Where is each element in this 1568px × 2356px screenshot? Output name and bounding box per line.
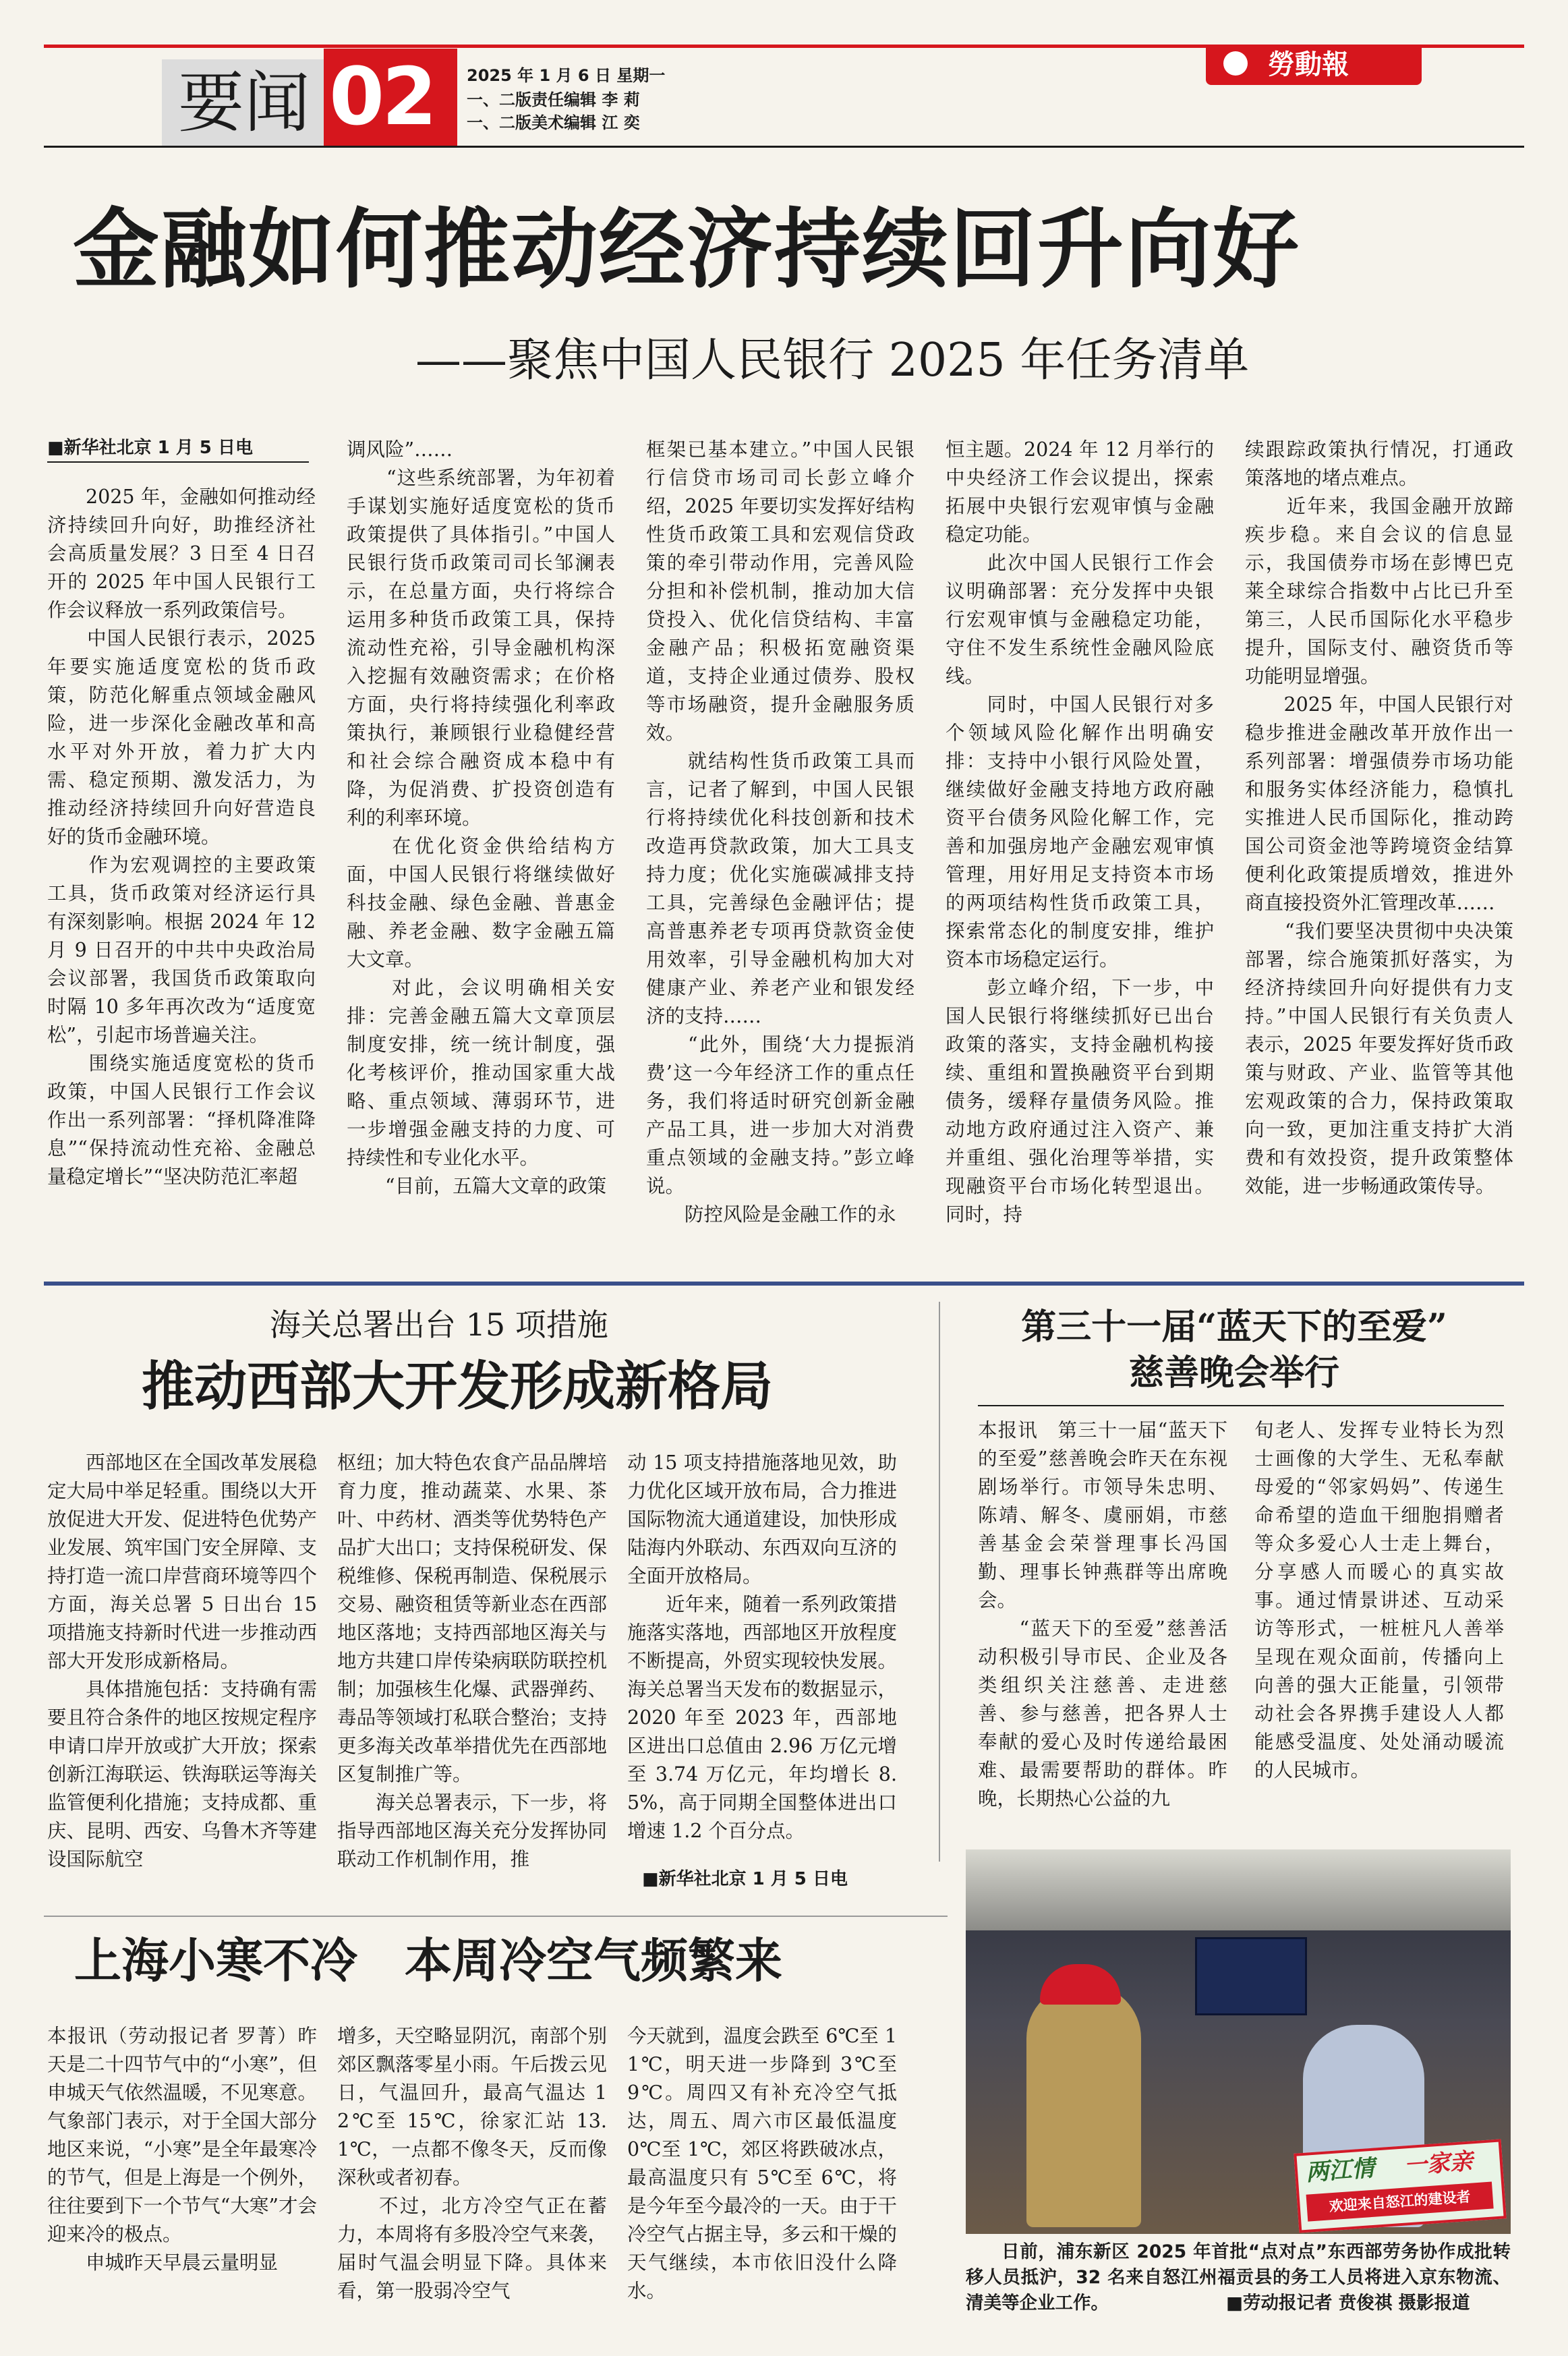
lead-headline: 金融如何推动经济持续回升向好 (73, 199, 1301, 300)
customs-column-1: 西部地区在全国改革发展稳定大局中举足轻重。围绕以大开放促进大开发、促进特色优势产业发展、筑牢国门安全屏障、支持打造一流口岸营商环境等四个方面，海关总署 5 日出台 15 项措施支持新时代进一步推动西部大开发形成新格局。 具体措施包括：支持确有需要且符合条件的地区按规定程序申请口岸开放或扩大开放；探索创新江海联运、铁海联运等海关监管便利化措施；支持成都、重庆、昆明、西安、乌鲁木齐等建设国际航空 (47, 1452, 317, 1870)
charity-column-2: 旬老人、发挥专业特长为烈士画像的大学生、无私奉献母爱的“邻家妈妈”、传递生命希望的造血干细胞捐赠者等众多爱心人士走上舞台，分享感人而暖心的真实故事。通过情景讲述、互动采访等形式，一桩桩凡人善举呈现在观众面前，传播向上向善的强大正能量，引领带动社会各界携手建设人人都能感受温度、处处涌动暖流的人民城市。 (1254, 1419, 1504, 1781)
departure-board (1195, 1937, 1307, 2015)
section-label-box (162, 59, 324, 146)
news-photo (966, 1849, 1511, 2234)
art-editor-credit: 一、二版美术编辑 江 奕 (467, 113, 640, 132)
customs-column-2: 枢纽；加大特色农食产品品牌培育力度，推动蔬菜、水果、茶叶、中药材、酒类等优势特色产品扩大出口；支持保税研发、保税维修、保税再制造、保税展示交易、融资租赁等新业态在西部地区落地；支持西部地区海关与地方共建口岸传染病联防联控机制；加强核生化爆、武器弹药、毒品等领域打私联合整治；支持更多海关改革举措优先在西部地区复制推广等。 海关总署表示，下一步，将指导西部地区海关充分发挥协同联动工作机制作用，推 (337, 1452, 607, 1870)
customs-kicker: 海关总署出台 15 项措施 (270, 1306, 608, 1343)
paper-logo (1206, 45, 1422, 85)
lead-subheadline: ——聚焦中国人民银行 2025 年任务清单 (415, 334, 1250, 387)
welcome-banner (1294, 2139, 1506, 2233)
weather-headline: 上海小寒不冷 本周冷空气频繁来 (74, 1932, 782, 1988)
weather-column-1: 本报讯（劳动报记者 罗菁）昨天是二十四节气中的“小寒”，但申城天气依然温暖，不见寒意。气象部门表示，对于全国大部分地区来说，“小寒”是全年最寒冷的节气，但是上海是一个例外，往往要到下一个节气“大寒”才会迎来冷的极点。 申城昨天早晨云量明显 (47, 2025, 317, 2274)
charity-column-1: 本报讯 第三十一届“蓝天下的至爱”慈善晚会昨天在东视剧场举行。市领导朱忠明、陈靖、解冬、虞丽娟，市慈善基金会荣誉理事长冯国勤、理事长钟燕群等出席晚会。 “蓝天下的至爱”慈善活动积极引导市民、企业及各类组织关注慈善、走进慈善、参与慈善，把各界人士奉献的爱心及时传递给最困难、最需要帮助的群体。昨晚，长期热心公益的九 (978, 1419, 1227, 1810)
photo-caption-text: 日前，浦东新区 2025 年首批“点对点”东西部劳务协作成批转移人员抵沪，32 名来自怒江州福贡县的务工人员将进入京东物流、清美等企业工作。 (966, 2241, 1511, 2314)
worker-figure-left (1026, 1984, 1141, 2227)
weather-column-2: 增多，天空略显阴沉，南部个别郊区飘落零星小雨。午后拨云见日，气温回升，最高气温达 12℃至 15℃，徐家汇站 13.1℃，一点都不像冬天，反而像深秋或者初春。 不过，北方冷空气正在蓄力，本周将有多股冷空气来袭，届时气温会明显下降。具体来看，第一股弱冷空气 (337, 2025, 607, 2302)
paper-name: 勞動報 (1268, 49, 1349, 80)
charity-title-rule (978, 1405, 1504, 1406)
customs-dateline: ■新华社北京 1 月 5 日电 (642, 1869, 848, 1889)
charity-headline-line2: 慈善晚会举行 (1128, 1352, 1339, 1394)
lead-column-3: 框架已基本建立。”中国人民银行信贷市场司司长彭立峰介绍，2025 年要切实发挥好结构性货币政策工具和宏观信贷政策的牵引带动作用，完善风险分担和补偿机制，推动加大信贷投入、优化信贷结构、丰富金融产品；积极拓宽融资渠道，支持企业通过债券、股权等市场融资，提升金融服务质效。 就结构性货币政策工具而言，记者了解到，中国人民银行将持续优化科技创新和技术改造再贷款政策，加大工具支持力度；优化实施碳减排支持工具，完善绿色金融评估；提高普惠养老专项再贷款资金使用效率，引导金融机构加大对健康产业、养老产业和银发经济的支持…… “此外，围绕‘大力提振消费’这一今年经济工作的重点任务，我们将适时研究创新金融产品工具，进一步加大对消费重点领域的金融支持。”彭立峰说。 防控风险是金融工作的永 (646, 438, 914, 1226)
lead-column-2: 调风险”…… “这些系统部署，为年初着手谋划实施好适度宽松的货币政策提供了具体指引。”中国人民银行货币政策司司长邹澜表示，在总量方面，央行将综合运用多种货币政策工具，保持流动性充裕，引导金融机构深入挖掘有效融资需求；在价格方面，央行将持续强化利率政策执行，兼顾银行业稳健经营和社会综合融资成本稳中有降，为促消费、扩投资创造有利的利率环境。 在优化资金供给结构方面，中国人民银行将继续做好科技金融、绿色金融、普惠金融、养老金融、数字金融五篇大文章。 对此，会议明确相关安排：完善金融五篇大文章顶层制度安排，统一统计制度，强化考核评价，推动国家重大战略、重点领域、薄弱环节，进一步增强金融支持的力度、可持续性和专业化水平。 “目前，五篇大文章的政策 (347, 438, 615, 1197)
banner-text-2: 一家亲 (1403, 2148, 1474, 2180)
banner-text-3: 欢迎来自怒江的建设者 (1306, 2182, 1494, 2222)
logo-mark-icon (1223, 51, 1248, 76)
customs-headline: 推动西部大开发形成新格局 (142, 1356, 774, 1417)
issue-date: 2025 年 1 月 6 日 星期一 (467, 66, 666, 85)
banner-text-1: 两江情 (1304, 2154, 1376, 2187)
lead-column-4: 恒主题。2024 年 12 月举行的中央经济工作会议提出，探索拓展中央银行宏观审慎与金融稳定功能。 此次中国人民银行工作会议明确部署：充分发挥中央银行宏观审慎与金融稳定功能，守住不发生系统性金融风险底线。 同时，中国人民银行对多个领域风险化解作出明确安排：支持中小银行风险处置，继续做好金融支持地方政府融资平台债务风险化解工作，完善和加强房地产金融宏观审慎管理，用好用足支持资本市场的两项结构性货币政策工具，探索常态化的制度安排，维护资本市场稳定运行。 彭立峰介绍，下一步，中国人民银行将继续抓好已出台政策的落实，支持金融机构接续、重组和置换融资平台到期债务，缓释存量债务风险。推动地方政府通过注入资产、兼并重组、强化治理等举措，实现融资平台市场化转型退出。同时，持 (946, 438, 1214, 1226)
lead-column-5: 续跟踪政策执行情况，打通政策落地的堵点难点。 近年来，我国金融开放蹄疾步稳。来自会议的信息显示，我国债券市场在彭博巴克莱全球综合指数中占比已升至第三，人民币国际化水平稳步提升，国际支付、融资货币等功能明显增强。 2025 年，中国人民银行对稳步推进金融改革开放作出一系列部署：增强债券市场功能和服务实体经济能力，稳慎扎实推进人民币国际化，推动跨国公司资金池等跨境资金结算便利化政策提质增效，推进外商直接投资外汇管理改革…… “我们要坚决贯彻中央决策部署，综合施策抓好落实，为经济持续回升向好提供有力支持。”中国人民银行有关负责人表示，2025 年要发挥好货币政策与财政、产业、监管等其他宏观政策的合力，保持政策取向一致，更加注重支持扩大消费和有效投资，提升政策整体效能，进一步畅通政策传导。 (1245, 438, 1513, 1197)
photo-ceiling (966, 1849, 1511, 1930)
lead-dateline: ■新华社北京 1 月 5 日电 (47, 438, 253, 458)
charity-headline-line1: 第三十一届“蓝天下的至爱” (1021, 1306, 1447, 1348)
lead-column-1: 2025 年，金融如何推动经济持续回升向好，助推经济社会高质量发展？3 日至 4 日召开的 2025 年中国人民银行工作会议释放一系列政策信号。 中国人民银行表示，2025 年要实施适度宽松的货币政策，防范化解重点领域金融风险，进一步深化金融改革和高水平对外开放，着力扩大内需、稳定预期、激发活力，为推动经济持续回升向好营造良好的货币金融环境。 作为宏观调控的主要政策工具，货币政策对经济运行具有深刻影响。根据 2024 年 12 月 9 日召开的中共中央政治局会议部署，我国货币政策取向时隔 10 多年再次改为“适度宽松”，引起市场普遍关注。 围绕实施适度宽松的货币政策，中国人民银行工作会议作出一系列部署：“择机降准降息”“保持流动性充裕、金融总量稳定增长”“坚决防范汇率超 (47, 486, 316, 1188)
customs-column-3: 动 15 项支持措施落地见效，助力优化区域开放布局，合力推进国际物流大通道建设，加快形成陆海内外联动、东西双向互济的全面开放格局。 近年来，随着一系列政策措施落实落地，西部地区开放程度不断提高，外贸实现较快发展。海关总署当天发布的数据显示，2020 年至 2023 年，西部地区进出口总值由 2.96 万亿元增至 3.74 万亿元，年均增长 8.5%，高于同期全国整体进出口增速 1.2 个百分点。 (627, 1452, 897, 1842)
red-cap (1040, 1964, 1121, 2005)
weather-top-rule (44, 1916, 948, 1917)
page-number: 02 (329, 50, 435, 143)
column-divider (939, 1302, 940, 1862)
section-divider (44, 1282, 1524, 1286)
page-number-box (324, 49, 457, 146)
weather-column-3: 今天就到，温度会跌至 6℃至 11℃，明天进一步降到 3℃至 9℃。周四又有补充冷空气抵达，周五、周六市区最低温度 0℃至 1℃，郊区将跌破冰点，最高温度只有 5℃至 6℃，将是今年至今最冷的一天。由于干冷空气占据主导，多云和干燥的天气继续，本市依旧没什么降水。 (627, 2025, 904, 2302)
dateline-rule (47, 461, 309, 463)
photo-credit: ■劳动报记者 贲俊祺 摄影报道 (1226, 2293, 1470, 2314)
section-label: 要闻 (178, 65, 311, 142)
editor-credit: 一、二版责任编辑 李 莉 (467, 90, 640, 109)
masthead-bottom-rule (44, 146, 1524, 148)
